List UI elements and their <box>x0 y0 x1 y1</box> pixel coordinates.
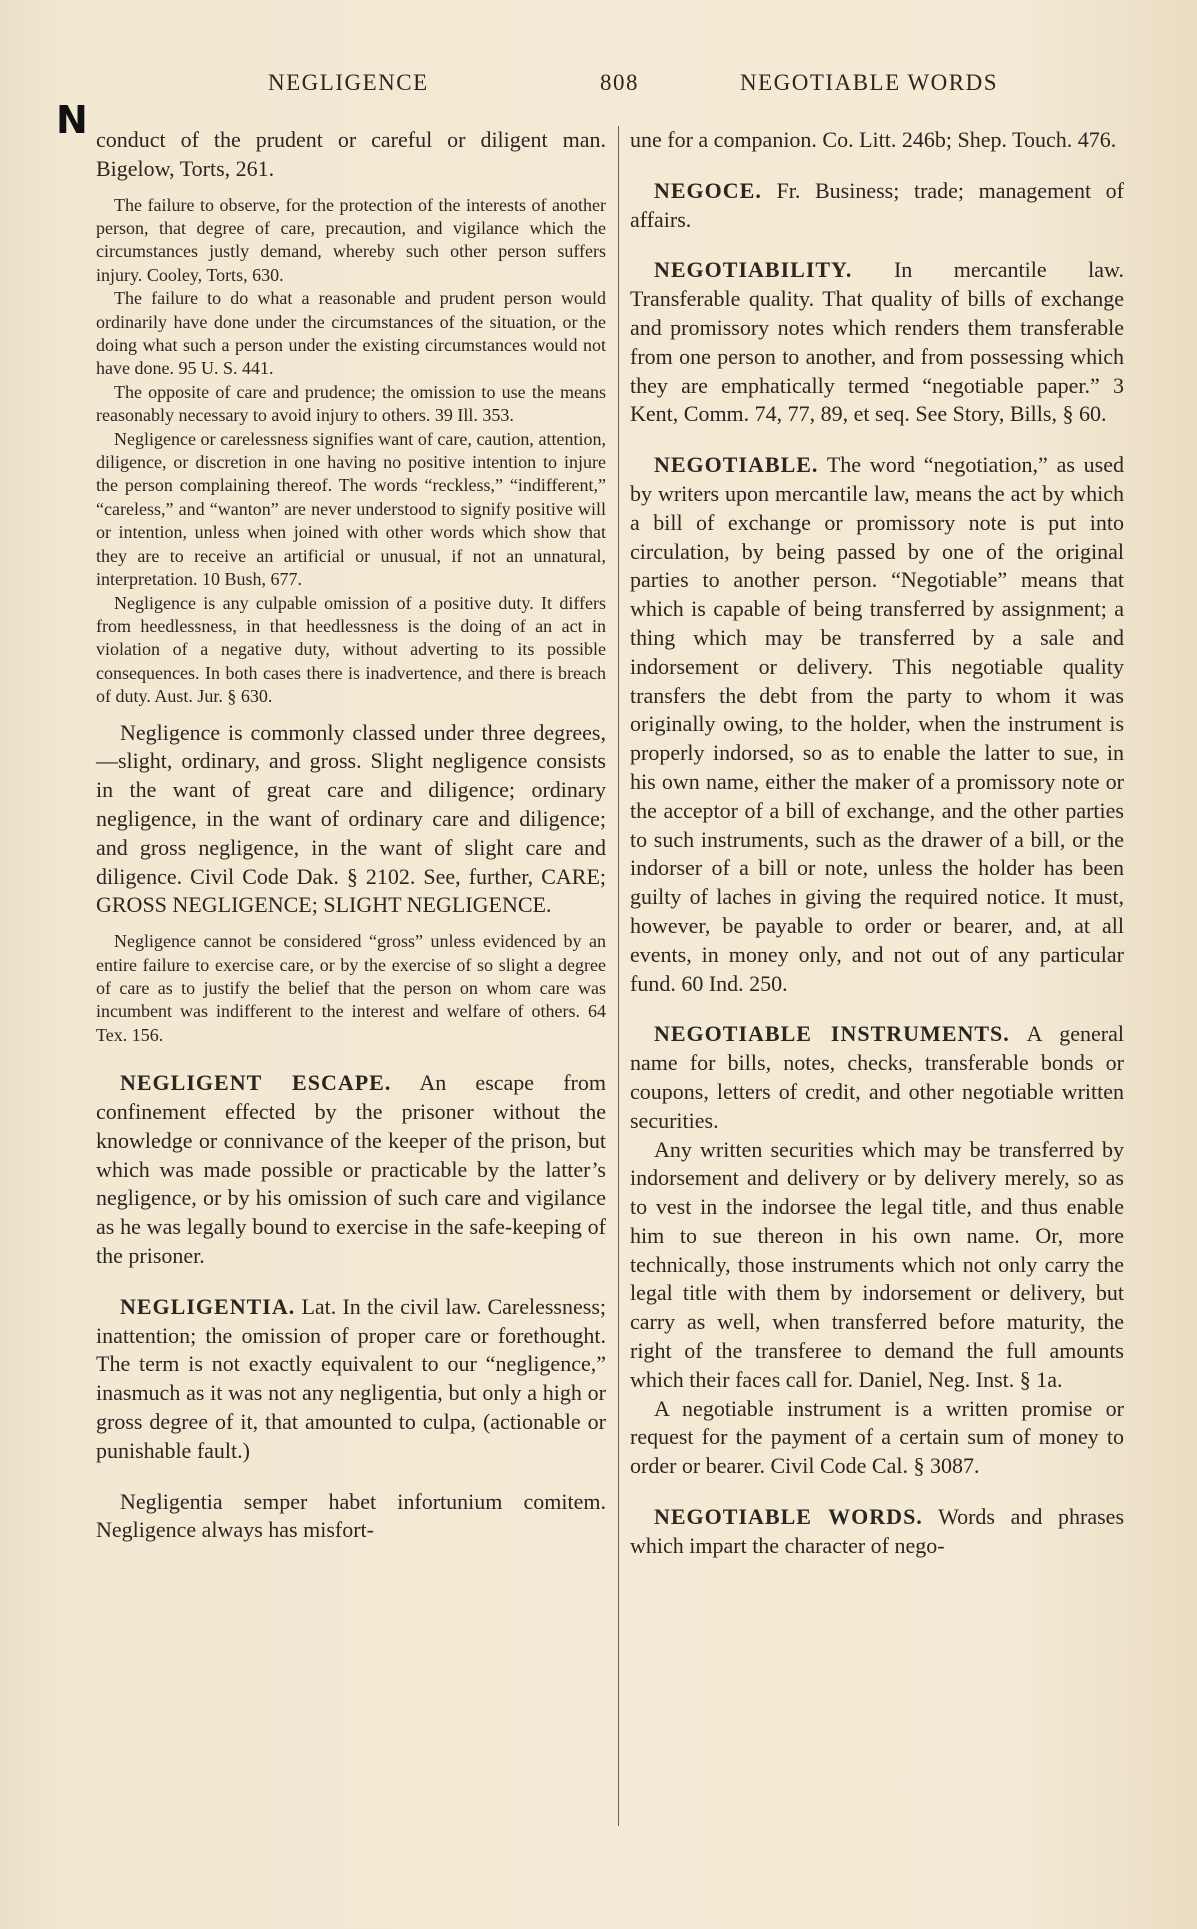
paragraph: A negotiable instrument is a written promise or request for the payment of a certain sum of money to order or bearer. Civil Code Cal. § 3087. <box>630 1395 1124 1479</box>
entry-negotiable-words <box>630 1503 1124 1561</box>
right-column <box>630 126 1124 1561</box>
running-header <box>0 70 1197 110</box>
column-divider <box>618 126 619 1826</box>
definition-note: The failure to do what a reasonable and prudent person would ordinarily have done under the circumstances of the situation, or the doing what such a person under the existing circumstances would not have done. 95 U. S. 441. <box>96 288 606 379</box>
entry-term: NEGLIGENT ESCAPE. <box>120 1070 392 1096</box>
entry-term: NEGOTIABLE INSTRUMENTS. <box>654 1021 1010 1047</box>
entry-negligentia <box>96 1293 606 1466</box>
entry-negoce <box>630 177 1124 235</box>
paragraph: Negligentia semper habet infortunium comitem. Negligence always has misfort- <box>96 1488 606 1543</box>
entry-text: An escape from confinement effected by the prisoner without the knowledge or connivance of the keeper of the prison, but which was made possible or practicable by the latter’s negligence, or by his omission of such care and vigilance as he was legally bound to exercise in the safe-keeping of the prisoner. <box>96 1070 606 1268</box>
entry-text: In mercantile law. Transferable quality. That quality of bills of exchange and promissory notes which renders them transferable from one person to another, and from possessing which they are emphatically termed “negotiable paper.” 3 Kent, Comm. 74, 77, 89, et seq. See Story, Bills, § 60. <box>630 257 1125 427</box>
header-left-word: NEGLIGENCE <box>268 70 429 95</box>
header-right-word: NEGOTIABLE WORDS <box>740 70 999 95</box>
definition-note: Negligence is any culpable omission of a positive duty. It differs from heedlessness, in that heedlessness is the doing of an act in violation of a negative duty, without adverting to its possible consequences. In both cases there is inadvertence, and there is breach of duty. Aust. Jur. § 630. <box>96 592 606 707</box>
entry-term: NEGOCE. <box>654 177 762 203</box>
entry-text: Lat. In the civil law. Carelessness; inattention; the omission of proper care or forethought. The term is not exactly equivalent to our “negligence,” inasmuch as it was not any negligentia, but only a high or gross degree of it, that amounted to culpa, (actionable or punishable fault.) <box>96 1293 606 1463</box>
definition-note: Negligence or carelessness signifies want of care, caution, attention, diligence, or discretion in one having no positive intention to injure the person complaining thereof. The words “reckless,” “indifferent,” “careless,” and “wanton” are never understood to signify positive will or intention, unless when joined with other words which show that they are to receive an artificial or unusual, if not an unnatural, interpretation. 10 Bush, 677. <box>96 428 606 590</box>
entry-negotiability <box>630 256 1124 429</box>
paragraph: conduct of the prudent or careful or diligent man. Bigelow, Torts, 261. <box>96 127 606 181</box>
paragraph: une for a companion. Co. Litt. 246b; Shep. Touch. 476. <box>630 127 1117 152</box>
entry-text: The word “negotiation,” as used by writers upon mercantile law, means the act by which a bill of exchange or promissory note is put into circulation, by being passed by one of the original parties to another person. “Negotiable” means that which is capable of being transferred by assignment; a thing which may be transferred by a sale and indorsement or delivery. This negotiable quality transfers the debt from the party to whom it was originally owing, to the holder, when the instrument is properly indorsed, so as to enable the latter to sue, in his own name, either the maker of a promissory note or the acceptor of a bill of exchange, and the other parties to such instruments, such as the drawer of a bill, or the indorser of a bill or note, unless the holder has been guilty of laches in giving the required notice. It must, however, be payable to order or bearer, and, at all events, in money only, and not out of any particular fund. 60 Ind. 250. <box>630 452 1125 996</box>
paragraph: Negligence is commonly classed under three degrees,—slight, ordinary, and gross. Slight negligence consists in the want of great care and diligence; ordinary negligence, in the want of ordinary care and diligence; and gross negligence, in the want of slight care and diligence. Civil Code Dak. § 2102. See, further, CARE; GROSS NEGLIGENCE; SLIGHT NEGLIGENCE. <box>96 719 606 918</box>
left-column <box>96 126 606 1545</box>
entry-term: NEGOTIABLE WORDS. <box>654 1504 923 1530</box>
entry-negotiable-instruments <box>630 1020 1124 1135</box>
entry-text: Fr. Business; trade; management of affairs. <box>630 177 1125 232</box>
thumb-index-letter: N <box>56 98 88 142</box>
entry-text: Words and phrases which impart the character of nego- <box>630 1504 1125 1558</box>
entry-term: NEGOTIABLE. <box>654 452 819 478</box>
paragraph: Any written securities which may be transferred by indorsement and delivery or by delivery merely, so as to vest in the indorsee the legal title, and thus enable him to sue thereon in his own name. Or, more technically, those instruments which not only carry the legal title with them by indorsement or delivery, but carry as well, when transferred before maturity, the right of the transferee to demand the full amounts which their faces call for. Daniel, Neg. Inst. § 1a. <box>630 1136 1124 1392</box>
definition-note: Negligence cannot be considered “gross” unless evidenced by an entire failure to exercise care, or by the exercise of so slight a degree of care as to justify the belief that the person on whom care was incumbent was indifferent to the interest and welfare of others. 64 Tex. 156. <box>96 931 606 1045</box>
entry-text: A general name for bills, notes, checks, transferable bonds or coupons, letters of credit, and other negotiable written securities. <box>630 1021 1124 1133</box>
entry-term: NEGLIGENTIA. <box>120 1293 296 1319</box>
page-number: 808 <box>600 70 639 95</box>
definition-note: The failure to observe, for the protection of the interests of another person, that degree of care, precaution, and vigilance which the circumstances justly demand, whereby such other person suffers injury. Cooley, Torts, 630. <box>96 194 606 285</box>
entry-negligent-escape <box>96 1069 606 1271</box>
definition-note: The opposite of care and prudence; the omission to use the means reasonably necessary to avoid injury to others. 39 Ill. 353. <box>96 381 606 426</box>
entry-negotiable <box>630 451 1124 998</box>
entry-term: NEGOTIABILITY. <box>654 257 853 283</box>
